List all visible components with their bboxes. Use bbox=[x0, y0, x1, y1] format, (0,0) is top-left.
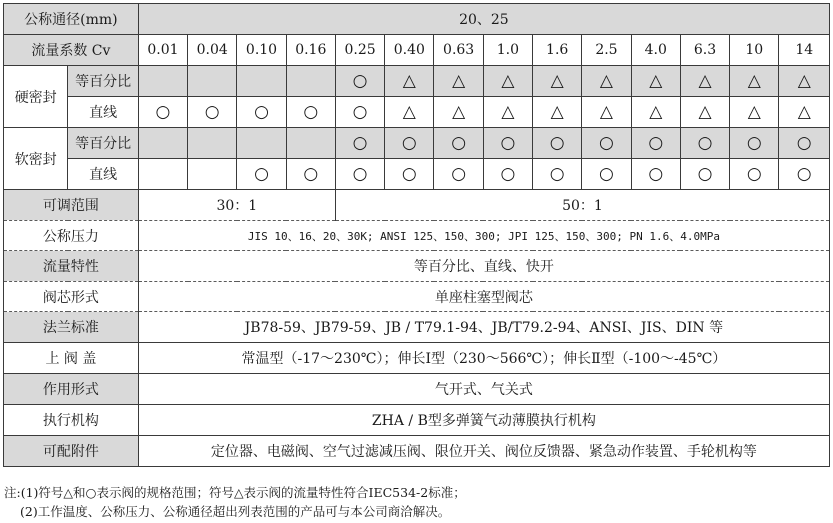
cv-row bbox=[4, 35, 830, 66]
soft-linear-label: 直线 bbox=[68, 159, 138, 190]
cv-value: 0.40 bbox=[385, 35, 434, 66]
symbol-cell: ○ bbox=[237, 97, 286, 128]
bonnet-value: 常温型（-17～230℃）；伸长Ⅰ型（230～566℃）；伸长Ⅱ型（-100～-45℃） bbox=[138, 343, 829, 374]
range-label: 可调范围 bbox=[4, 190, 139, 221]
symbol-cell: ○ bbox=[730, 159, 779, 190]
cv-value: 2.5 bbox=[582, 35, 631, 66]
symbol-cell: △ bbox=[434, 97, 483, 128]
actuator-row bbox=[4, 405, 830, 436]
notes bbox=[4, 483, 466, 521]
pressure-label: 公称压力 bbox=[4, 221, 139, 251]
symbol-cell: △ bbox=[730, 66, 779, 97]
symbol-cell bbox=[188, 66, 237, 97]
hard-equal-label: 等百分比 bbox=[68, 66, 138, 97]
symbol-cell: ○ bbox=[286, 159, 335, 190]
symbol-cell: ○ bbox=[237, 159, 286, 190]
symbol-cell bbox=[188, 128, 237, 159]
symbol-cell: △ bbox=[631, 97, 680, 128]
symbol-cell: △ bbox=[779, 66, 830, 97]
symbol-cell: △ bbox=[779, 97, 830, 128]
symbol-cell: △ bbox=[582, 97, 631, 128]
symbol-cell bbox=[286, 66, 335, 97]
symbol-cell: ○ bbox=[779, 128, 830, 159]
symbol-cell: ○ bbox=[483, 128, 532, 159]
symbol-cell: ○ bbox=[335, 66, 384, 97]
nominal-dia-value: 20、25 bbox=[138, 4, 829, 35]
core-row bbox=[4, 282, 830, 312]
symbol-cell: ○ bbox=[631, 128, 680, 159]
symbol-cell: △ bbox=[483, 97, 532, 128]
soft-equal-label: 等百分比 bbox=[68, 128, 138, 159]
symbol-cell: ○ bbox=[385, 128, 434, 159]
spec-table bbox=[3, 3, 830, 467]
symbol-cell bbox=[237, 66, 286, 97]
hard-equal-row bbox=[4, 66, 830, 97]
nominal-dia-row bbox=[4, 4, 830, 35]
soft-equal-row bbox=[4, 128, 830, 159]
symbol-cell: △ bbox=[385, 66, 434, 97]
flow-char-label: 流量特性 bbox=[4, 251, 139, 282]
nominal-dia-label: 公称通径(mm) bbox=[4, 4, 139, 35]
symbol-cell: ○ bbox=[188, 97, 237, 128]
accessories-row bbox=[4, 436, 830, 467]
action-row bbox=[4, 374, 830, 405]
symbol-cell: ○ bbox=[582, 159, 631, 190]
symbol-cell: △ bbox=[385, 97, 434, 128]
symbol-cell: ○ bbox=[631, 159, 680, 190]
cv-value: 0.63 bbox=[434, 35, 483, 66]
cv-value: 10 bbox=[730, 35, 779, 66]
accessories-value: 定位器、电磁阀、空气过滤减压阀、限位开关、阀位反馈器、紧急动作装置、手轮机构等 bbox=[138, 436, 829, 467]
cv-value: 0.04 bbox=[188, 35, 237, 66]
symbol-cell: ○ bbox=[730, 128, 779, 159]
flange-row bbox=[4, 312, 830, 343]
range-value-large: 50：1 bbox=[335, 190, 829, 221]
cv-label: 流量系数 Cv bbox=[4, 35, 139, 66]
bonnet-label: 上 阀 盖 bbox=[4, 343, 139, 374]
symbol-cell: ○ bbox=[483, 159, 532, 190]
flange-label: 法兰标准 bbox=[4, 312, 139, 343]
symbol-cell: ○ bbox=[434, 128, 483, 159]
symbol-cell: △ bbox=[631, 66, 680, 97]
cv-value: 1.0 bbox=[483, 35, 532, 66]
symbol-cell: ○ bbox=[335, 159, 384, 190]
cv-value: 1.6 bbox=[533, 35, 582, 66]
flow-char-value: 等百分比、直线、快开 bbox=[138, 251, 829, 282]
symbol-cell: ○ bbox=[335, 97, 384, 128]
symbol-cell bbox=[138, 159, 187, 190]
core-value: 单座柱塞型阀芯 bbox=[138, 282, 829, 312]
cv-value: 0.16 bbox=[286, 35, 335, 66]
actuator-label: 执行机构 bbox=[4, 405, 139, 436]
symbol-cell: △ bbox=[434, 66, 483, 97]
action-value: 气开式、气关式 bbox=[138, 374, 829, 405]
symbol-cell: △ bbox=[533, 97, 582, 128]
pressure-value: JIS 10、16、20、30K; ANSI 125、150、300; JPI 125、150、300; PN 1.6、4.0MPa bbox=[138, 221, 829, 251]
hard-seal-label: 硬密封 bbox=[4, 66, 68, 128]
symbol-cell: △ bbox=[680, 97, 729, 128]
symbol-cell: △ bbox=[680, 66, 729, 97]
bonnet-row bbox=[4, 343, 830, 374]
soft-linear-row bbox=[4, 159, 830, 190]
symbol-cell: ○ bbox=[138, 97, 187, 128]
pressure-row bbox=[4, 221, 830, 251]
cv-value: 14 bbox=[779, 35, 830, 66]
cv-value: 4.0 bbox=[631, 35, 680, 66]
symbol-cell: ○ bbox=[582, 128, 631, 159]
symbol-cell: △ bbox=[730, 97, 779, 128]
actuator-value: ZHA / B型多弹簧气动薄膜执行机构 bbox=[138, 405, 829, 436]
symbol-cell: ○ bbox=[533, 159, 582, 190]
flange-value: JB78-59、JB79-59、JB / T79.1-94、JB/T79.2-94、ANSI、JIS、DIN 等 bbox=[138, 312, 829, 343]
cv-value: 0.25 bbox=[335, 35, 384, 66]
hard-linear-label: 直线 bbox=[68, 97, 138, 128]
symbol-cell bbox=[286, 128, 335, 159]
note-2: (2)工作温度、公称压力、公称通径超出列表范围的产品可与本公司商洽解决。 bbox=[20, 504, 451, 519]
flow-char-row bbox=[4, 251, 830, 282]
symbol-cell: ○ bbox=[680, 128, 729, 159]
symbol-cell: ○ bbox=[286, 97, 335, 128]
cv-value: 6.3 bbox=[680, 35, 729, 66]
note-1: 注:(1)符号△和○表示阀的规格范围；符号△表示阀的流量特性符合IEC534-2标准； bbox=[4, 485, 466, 500]
symbol-cell bbox=[188, 159, 237, 190]
symbol-cell: ○ bbox=[680, 159, 729, 190]
symbol-cell: △ bbox=[533, 66, 582, 97]
core-label: 阀芯形式 bbox=[4, 282, 139, 312]
cv-value: 0.10 bbox=[237, 35, 286, 66]
hard-linear-row bbox=[4, 97, 830, 128]
cv-value: 0.01 bbox=[138, 35, 187, 66]
symbol-cell bbox=[237, 128, 286, 159]
symbol-cell: △ bbox=[483, 66, 532, 97]
symbol-cell: ○ bbox=[434, 159, 483, 190]
accessories-label: 可配附件 bbox=[4, 436, 139, 467]
symbol-cell: ○ bbox=[335, 128, 384, 159]
symbol-cell: ○ bbox=[533, 128, 582, 159]
action-label: 作用形式 bbox=[4, 374, 139, 405]
symbol-cell: ○ bbox=[779, 159, 830, 190]
symbol-cell bbox=[138, 128, 187, 159]
range-row bbox=[4, 190, 830, 221]
range-value-small: 30：1 bbox=[138, 190, 335, 221]
symbol-cell: △ bbox=[582, 66, 631, 97]
symbol-cell bbox=[138, 66, 187, 97]
symbol-cell: ○ bbox=[385, 159, 434, 190]
soft-seal-label: 软密封 bbox=[4, 128, 68, 190]
